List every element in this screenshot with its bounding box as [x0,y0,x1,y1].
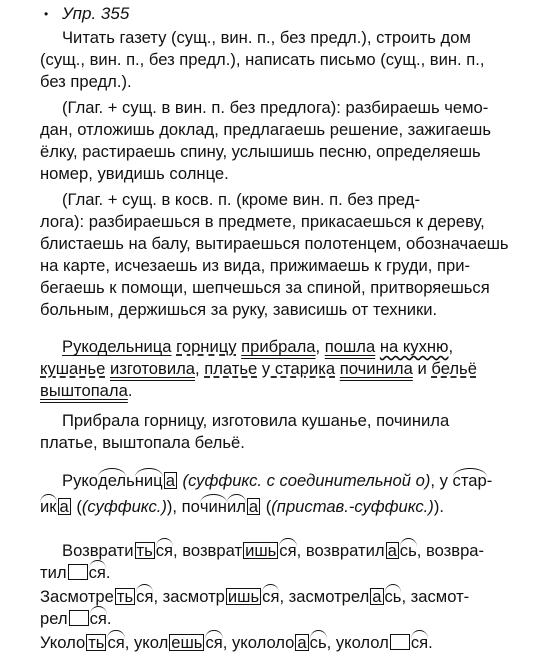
postfix-morpheme: сь [310,630,327,654]
text-line: платье, выштопала бельё. [40,433,245,452]
word-part: , засмотр [153,587,225,606]
text-line: (сущ., вин. п., без предл.), написать письмо (сущ., вин. п., [40,50,485,69]
root-morpheme: стар [453,468,487,492]
text-line [40,560,110,584]
text-line: Рукодельниц а (суффикс. с соединительной о), у стар- [62,468,492,492]
object-word: бельё [431,359,477,378]
word-part: , укололо [222,633,295,652]
word-part: , засмотрел [279,587,370,606]
morpheme-note: (суффикс. с соединительной о) [182,471,431,490]
ending-morpheme: а [387,541,397,560]
postfix-morpheme: ся [136,584,153,608]
word-part: . [106,609,112,628]
predicate-word: выштопала [40,381,128,400]
predicate-word: прибрала [241,337,316,356]
ending-morpheme: а [372,587,382,606]
word-part: . [428,633,433,652]
text-line: выштопала. [40,381,133,400]
text-line: бегаешь к помощи, шепчешься за спиной, притворяешься [40,278,490,297]
object-word: у старика [261,359,336,378]
suffix-morpheme: ик [40,494,57,518]
ending-morpheme: а [165,471,175,490]
text-line: блистаешь на балу, вытираешься полотенцем, обозначаешь [40,234,509,253]
postfix-morpheme: ся [262,584,279,608]
word-part: , уколол [326,633,389,652]
exercise-title: Упр. 355 [62,4,130,23]
text-line: (Глаг. + сущ. в вин. п. без предлога): разбираешь чемо- [62,98,489,117]
text-line: Читать газету (сущ., вин. п., без предл.), строить дом [62,28,471,47]
text-line: на карте, исчезаешь из вида, прижимаешь к груди, при- [40,256,470,275]
postfix-morpheme: сь [400,538,417,562]
predicate-word: пошла [324,337,376,356]
text-line [40,584,469,608]
object-word: кушанье [40,359,106,378]
ending-morpheme: ишь [227,587,260,606]
ending-morpheme: а [248,497,259,516]
subject-word: Рукодельница [62,337,172,356]
postfix-morpheme: ся [205,630,222,654]
morpheme-note: (суффикс.) [81,497,167,516]
word-part: тил [40,563,67,582]
postfix-morpheme: ся [411,630,428,654]
text-line [40,606,112,630]
postfix-morpheme: сь [385,584,402,608]
ending-morpheme: ть [116,587,134,606]
morpheme-note: (пристав.-суффикс.) [271,497,434,516]
postfix-morpheme: ся [156,538,173,562]
text-line: ёлку, растираешь спину, услышишь песню, определяешь [40,142,481,161]
ending-morpheme: а [297,633,307,652]
word-part: . [105,563,111,582]
suffix-morpheme: ь [126,471,135,490]
text-line: кушанье изготовила, платье у старика починила и бельё [40,359,477,378]
text-line [62,538,484,562]
text-line: (Глаг. + сущ. в косв. п. (кроме вин. п. без пред- [62,190,420,209]
text-line [40,630,433,654]
word-part: , возвра- [416,541,485,560]
word-part: , укол [124,633,169,652]
word-part: Уколо [40,633,86,652]
predicate-word: починила [339,359,413,378]
ending-morpheme: ишь [245,541,277,560]
ending-morpheme: ть [88,633,105,652]
text-fragment: , у [430,471,453,490]
adverbial-word: на кухню [379,337,449,356]
ending-morpheme: а [59,497,69,516]
postfix-morpheme: ся [279,538,296,562]
suffix-morpheme: ил [227,494,246,518]
text-line: больным, держишься за руку, зависишь от техники. [40,300,438,319]
postfix-morpheme: ся [89,560,106,584]
bullet-icon: • [44,7,49,21]
root-morpheme: чин [200,494,227,518]
ending-morpheme: ешь [171,633,203,652]
word-part: , возвратил [296,541,385,560]
postfix-morpheme: ся [107,630,124,654]
text-line: Прибрала горницу, изготовила кушанье, починила [62,411,450,430]
predicate-word: изготовила [109,359,196,378]
empty-ending-box [69,610,89,626]
ending-morpheme: ть [136,541,153,560]
object-word: платье [204,359,258,378]
text-line: номер, увидишь солнце. [40,164,229,183]
text-line: Рукодельница горницу прибрала, пошла на кухню, [62,337,454,356]
word-part: , возврат [173,541,243,560]
word-part: рел [40,609,68,628]
word-part: Возврати [62,541,134,560]
conjunction-word: и [417,359,427,378]
empty-ending-box [390,634,410,650]
word-part: , засмот- [401,587,470,606]
word-part: Засмотре [40,587,114,606]
text-line: дан, отложишь доклад, предлагаешь решение, зажигаешь [40,120,491,139]
postfix-morpheme: ся [90,606,107,630]
empty-ending-box [68,564,88,580]
text-line: ик а ((суффикс.)), починил а ((пристав.-суффикс.)). [40,494,444,518]
prefix-morpheme: по [181,497,200,516]
root-morpheme: Руко [62,471,99,490]
text-line: лога): разбираешься в предмете, прикасаешься к дереву, [40,212,485,231]
suffix-morpheme: ниц [135,468,163,492]
object-word: горницу [176,337,237,356]
root-morpheme: дел [98,468,126,492]
text-line: без предл.). [40,72,132,91]
